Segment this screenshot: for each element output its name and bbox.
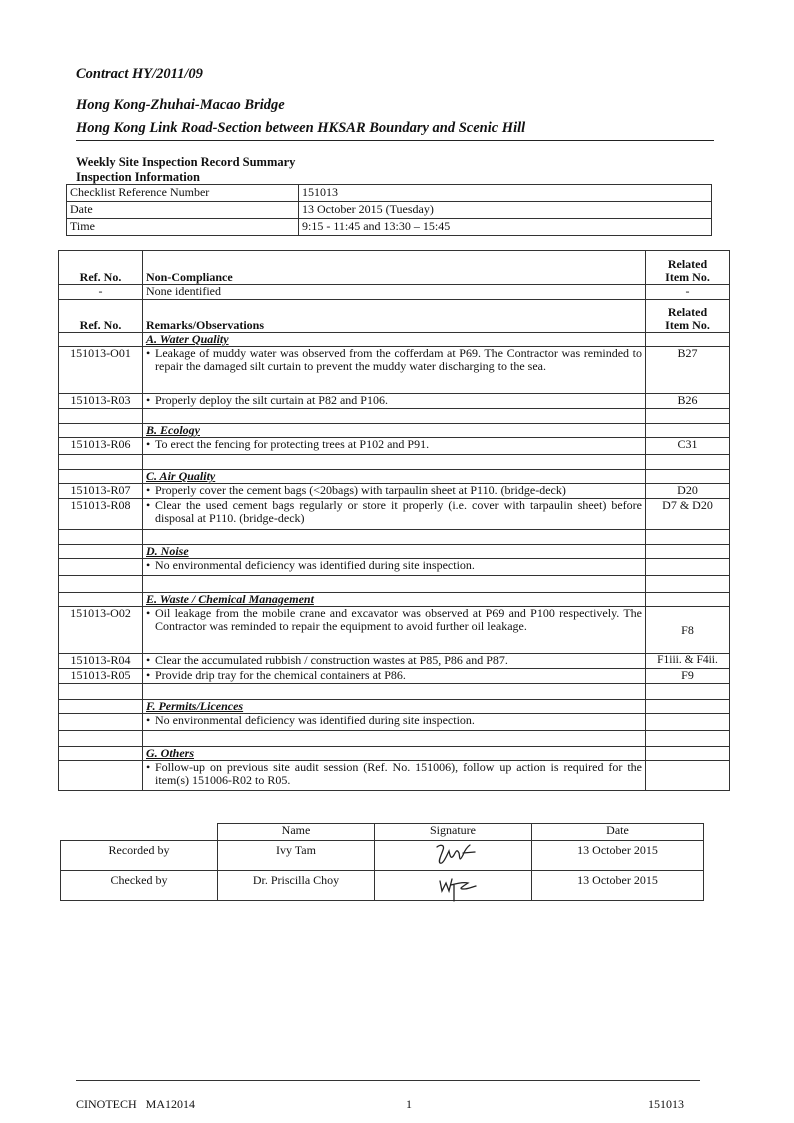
observation-text: • No environmental deficiency was identified during site inspection. <box>143 559 646 576</box>
table-row <box>61 871 704 901</box>
related-item: D7 & D20 <box>646 499 730 530</box>
ref-no: 151013-O02 <box>59 607 143 654</box>
table-row <box>59 394 730 409</box>
observation-text: • Properly cover the cement bags (<20bags) with tarpaulin sheet at P110. (bridge-deck) <box>143 484 646 499</box>
related-item: - <box>646 285 730 300</box>
footer-left: CINOTECH MA12014 <box>76 1097 195 1111</box>
info-label: Time <box>67 219 299 236</box>
ref-no-header: Ref. No. <box>59 300 143 333</box>
ref-no: 151013-R08 <box>59 499 143 530</box>
remarks-header: Remarks/Observations <box>143 300 646 333</box>
signature-cell <box>375 841 532 871</box>
related-item-header: Related Item No. <box>646 251 730 285</box>
ref-no: 151013-R04 <box>59 654 143 669</box>
category-row <box>59 747 730 761</box>
spacer-row <box>59 455 730 470</box>
inspection-info-table <box>66 184 712 236</box>
table-row <box>59 285 730 300</box>
table-row <box>59 654 730 669</box>
related-item: C31 <box>646 438 730 455</box>
spacer-row <box>59 576 730 593</box>
category-label: D. Noise <box>143 545 646 559</box>
related-item: B27 <box>646 347 730 394</box>
related-item <box>646 559 730 576</box>
related-item <box>646 761 730 791</box>
observation-text: • Provide drip tray for the chemical containers at P86. <box>143 669 646 684</box>
signoff-date: 13 October 2015 <box>532 871 704 901</box>
info-value: 13 October 2015 (Tuesday) <box>299 202 712 219</box>
header-divider <box>76 140 714 141</box>
signoff-date: 13 October 2015 <box>532 841 704 871</box>
spacer-row <box>59 731 730 747</box>
spacer-row <box>59 409 730 424</box>
category-row <box>59 545 730 559</box>
ref-no: 151013-R03 <box>59 394 143 409</box>
category-label: G. Others <box>143 747 646 761</box>
category-row <box>59 700 730 714</box>
spacer-row <box>59 530 730 545</box>
category-label: A. Water Quality <box>143 333 646 347</box>
table-row <box>61 841 704 871</box>
related-item-header: Related Item No. <box>646 300 730 333</box>
ref-no: 151013-R07 <box>59 484 143 499</box>
observation-text: • Oil leakage from the mobile crane and excavator was observed at P69 and P100 respectively. The Contractor was reminded to repair the equipment to avoid further oil leakage. <box>143 607 646 654</box>
remarks-header-row <box>59 300 730 333</box>
observation-text: • To erect the fencing for protecting trees at P102 and P91. <box>143 438 646 455</box>
contract-number: Contract HY/2011/09 <box>76 66 203 82</box>
table-row <box>67 202 712 219</box>
table-row <box>59 438 730 455</box>
inspection-info-title: Inspection Information <box>76 170 200 184</box>
page-number: 1 <box>406 1097 412 1111</box>
table-row <box>59 559 730 576</box>
signoff-header-row <box>61 824 704 841</box>
category-label: E. Waste / Chemical Management <box>143 593 646 607</box>
project-title: Hong Kong-Zhuhai-Macao Bridge <box>76 97 285 113</box>
footer-right: 151013 <box>648 1097 684 1111</box>
signature-mark-ivy <box>423 841 483 867</box>
related-item: F8 <box>646 607 730 654</box>
category-row <box>59 470 730 484</box>
signoff-table <box>60 823 704 901</box>
non-compliance-header-row <box>59 251 730 285</box>
ref-no <box>59 714 143 731</box>
category-label: F. Permits/Licences <box>143 700 646 714</box>
observation-text: • No environmental deficiency was identified during site inspection. <box>143 714 646 731</box>
info-label: Date <box>67 202 299 219</box>
ref-no <box>59 559 143 576</box>
table-row <box>59 484 730 499</box>
observation-text: • Leakage of muddy water was observed from the cofferdam at P69. The Contractor was reminded to repair the damaged silt curtain to prevent the muddy water discharging to the sea. <box>143 347 646 394</box>
name-header: Name <box>218 824 375 841</box>
signoff-role: Checked by <box>61 871 218 901</box>
signoff-name: Dr. Priscilla Choy <box>218 871 375 901</box>
table-row <box>59 714 730 731</box>
observation-text: • Clear the used cement bags regularly or store it properly (i.e. cover with tarpaulin sheet) before disposal at P110. (bridge-deck) <box>143 499 646 530</box>
table-row <box>59 761 730 791</box>
category-row <box>59 424 730 438</box>
table-row <box>59 669 730 684</box>
info-label: Checklist Reference Number <box>67 185 299 202</box>
category-label: C. Air Quality <box>143 470 646 484</box>
related-item: D20 <box>646 484 730 499</box>
non-compliance-header: Non-Compliance <box>143 251 646 285</box>
table-row <box>59 499 730 530</box>
related-item <box>646 714 730 731</box>
related-item: F1iii. & F4ii. <box>646 654 730 669</box>
project-subtitle: Hong Kong Link Road-Section between HKSAR Boundary and Scenic Hill <box>76 120 526 136</box>
table-row <box>67 219 712 236</box>
signature-header: Signature <box>375 824 532 841</box>
ref-no: 151013-O01 <box>59 347 143 394</box>
table-row <box>59 347 730 394</box>
ref-no-header: Ref. No. <box>59 251 143 285</box>
category-row <box>59 333 730 347</box>
signature-cell <box>375 871 532 901</box>
related-item: B26 <box>646 394 730 409</box>
observation-text: • Clear the accumulated rubbish / construction wastes at P85, P86 and P87. <box>143 654 646 669</box>
spacer-row <box>59 684 730 700</box>
category-row <box>59 593 730 607</box>
observation-text: • Properly deploy the silt curtain at P82 and P106. <box>143 394 646 409</box>
signature-mark-choy <box>418 871 488 897</box>
table-row <box>67 185 712 202</box>
signoff-role: Recorded by <box>61 841 218 871</box>
summary-title: Weekly Site Inspection Record Summary <box>76 155 296 169</box>
table-row <box>59 607 730 654</box>
observation-text: • Follow-up on previous site audit session (Ref. No. 151006), follow up action is required for the item(s) 151006-R02 to R05. <box>143 761 646 791</box>
info-value: 9:15 - 11:45 and 13:30 – 15:45 <box>299 219 712 236</box>
non-compliance-text: None identified <box>143 285 646 300</box>
inspection-findings-table <box>58 250 730 791</box>
ref-no <box>59 761 143 791</box>
footer-divider <box>76 1080 700 1081</box>
ref-no: 151013-R06 <box>59 438 143 455</box>
category-label: B. Ecology <box>143 424 646 438</box>
ref-no: 151013-R05 <box>59 669 143 684</box>
signoff-name: Ivy Tam <box>218 841 375 871</box>
ref-no: - <box>59 285 143 300</box>
info-value: 151013 <box>299 185 712 202</box>
date-header: Date <box>532 824 704 841</box>
related-item: F9 <box>646 669 730 684</box>
